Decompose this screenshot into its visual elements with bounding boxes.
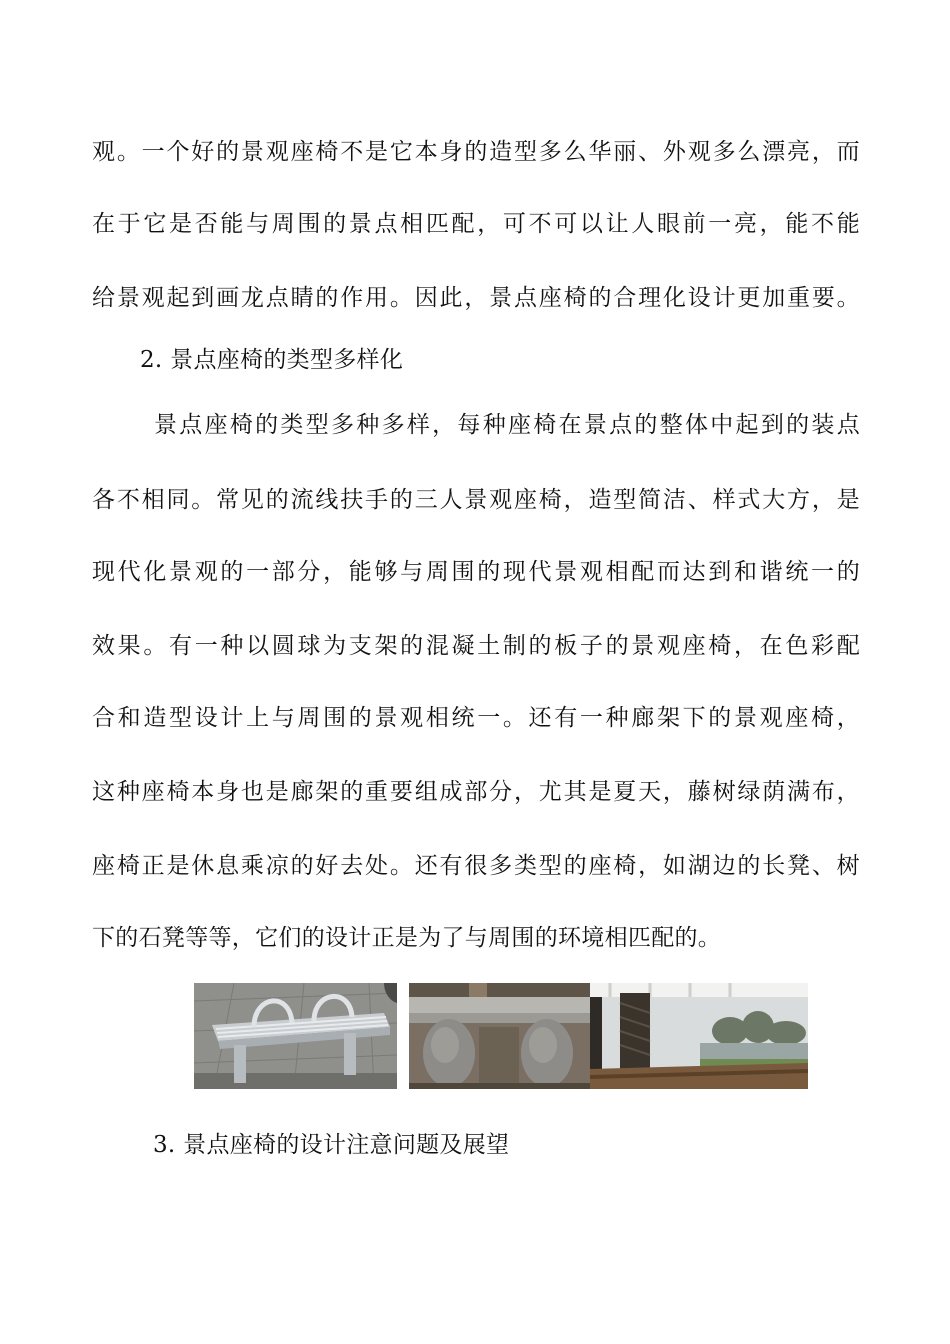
paragraph-2-line-3: 现代化景观的一部分，能够与周围的现代景观相配而达到和谐统一的 xyxy=(92,559,860,585)
paragraph-2-line-5: 合和造型设计上与周围的景观相统一。还有一种廊架下的景观座椅， xyxy=(92,705,860,731)
photo-metal-bench xyxy=(194,983,397,1089)
paragraph-2-line-6: 这种座椅本身也是廊架的重要组成部分，尤其是夏天，藤树绿荫满布， xyxy=(92,779,860,805)
section-heading-2: 2. 景点座椅的类型多样化 xyxy=(140,347,404,373)
paragraph-2-line-1: 景点座椅的类型多种多样，每种座椅在景点的整体中起到的装点 xyxy=(154,412,860,438)
paragraph-2-line-2: 各不相同。常见的流线扶手的三人景观座椅，造型简洁、样式大方，是 xyxy=(92,487,860,513)
paragraph-2-line-7: 座椅正是休息乘凉的好去处。还有很多类型的座椅，如湖边的长凳、树 xyxy=(92,853,860,879)
paragraph-1-line-2: 在于它是否能与周围的景点相匹配，可不可以让人眼前一亮，能不能 xyxy=(92,211,860,237)
photo-stone-ball-bench xyxy=(409,983,590,1089)
paragraph-2-line-8: 下的石凳等等，它们的设计正是为了与周围的环境相匹配的。 xyxy=(92,925,722,951)
photo-pergola-bench xyxy=(590,983,808,1089)
section-heading-3: 3. 景点座椅的设计注意问题及展望 xyxy=(153,1132,510,1158)
paragraph-1-line-1: 观。一个好的景观座椅不是它本身的造型多么华丽、外观多么漂亮，而 xyxy=(92,139,860,165)
paragraph-2-line-4: 效果。有一种以圆球为支架的混凝土制的板子的景观座椅，在色彩配 xyxy=(92,633,860,659)
paragraph-1-line-3: 给景观起到画龙点睛的作用。因此，景点座椅的合理化设计更加重要。 xyxy=(92,285,860,311)
